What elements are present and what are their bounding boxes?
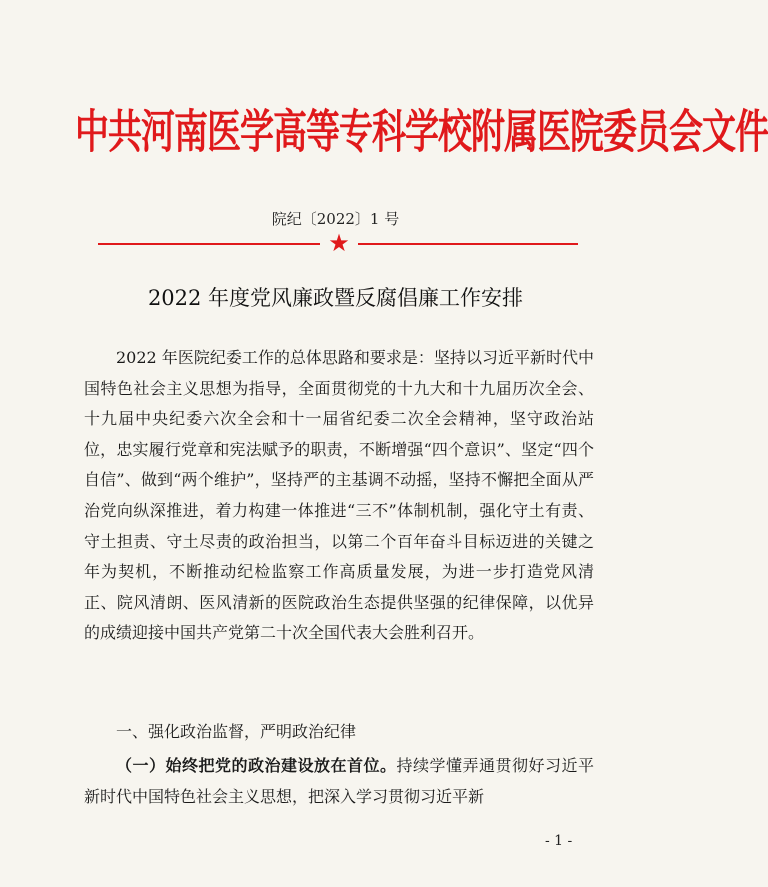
sub-heading: （一）始终把党的政治建设放在首位。 xyxy=(116,756,397,775)
section-heading: 一、强化政治监督，严明政治纪律 xyxy=(116,722,357,741)
page-number: - 1 - xyxy=(545,833,573,849)
issuer-masthead: 中共河南医学高等专科学校附属医院委员会文件 xyxy=(75,105,768,160)
document-title: 2022 年度党风廉政暨反腐倡廉工作安排 xyxy=(147,286,524,310)
intro-paragraph: 2022 年医院纪委工作的总体思路和要求是：坚持以习近平新时代中国特色社会主义思想为指导，全面贯彻党的十九大和十九届历次全会、十九届中央纪委六次全会和十一届省纪委二次全会精神，坚守政治站位，忠实履行党章和宪法赋予的职责，不断增强“四个意识”、坚定“四个自信”、做到“两个维护”，坚持严的主基调不动摇，坚持不懈把全面从严治党向纵深推进，着力构建一体推进“三不”体制机制，强化守土有责、守土担责、守土尽责的政治担当，以第二个百年奋斗目标迈进的关键之年为契机，不断推动纪检监察工作高质量发展，为进一步打造党风清正、院风清朗、医风清新的医院政治生态提供坚强的纪律保障，以优异的成绩迎接中国共产党第二十次全国代表大会胜利召开。 xyxy=(84,348,594,643)
divider-line-left xyxy=(98,243,320,245)
sub-heading-text: 持续学懂弄通贯彻好习近平新时代中国特色社会主义思想，把深入学习贯彻习近平新 xyxy=(84,756,594,806)
section-paragraph xyxy=(84,751,594,812)
red-divider xyxy=(98,229,578,257)
star-icon: ★ xyxy=(328,229,350,257)
document-number: 院纪〔2022〕1 号 xyxy=(271,210,400,228)
divider-line-right xyxy=(358,243,578,245)
